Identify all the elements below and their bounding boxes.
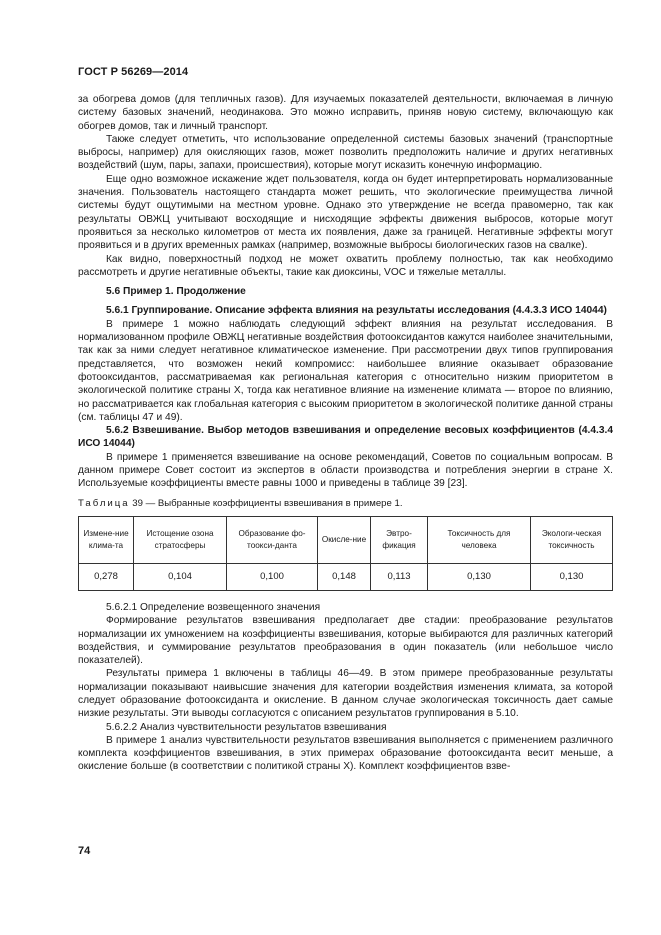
section-heading: 5.6.2.2 Анализ чувствительности результатов взвешивания — [106, 721, 387, 733]
section-heading: 5.6.2.1 Определение возвещенного значения — [106, 601, 321, 613]
table-cell: 0,130 — [428, 563, 531, 590]
table-cell: 0,113 — [371, 563, 428, 590]
table-header-cell: Эвтро-фикация — [371, 516, 428, 563]
document-body — [78, 93, 613, 774]
paragraph: В примере 1 анализ чувствительности результатов взвешивания выполняется с применением различного комплекта коэффициентов взвешивания, в этих примерах образование фотооксиданта весит меньше, а окисление больше (в соответствии с политикой страны Х). Комплект коэффициентов взве- — [78, 734, 613, 773]
table-header-cell: Экологи-ческая токсичность — [531, 516, 613, 563]
document-header: ГОСТ Р 56269—2014 — [78, 66, 189, 78]
section-heading: 5.6.1 Группирование. Описание эффекта влияния на результаты исследования (4.4.3.3 ИСО 14044) — [106, 305, 607, 317]
paragraph: В примере 1 применяется взвешивание на основе рекомендаций, Советов по социальным вопросам. В данном примере Совет состоит из экспертов в области производства и потребления энергии в стране Х. Используемые коэффициенты вместе равны 1000 и приведены в таблице 39 [23]. — [78, 451, 613, 490]
paragraph: Результаты примера 1 включены в таблицы 46—49. В этом примере преобразованные результаты нормализации показывают наивысшие значения для категории воздействия изменения климата, за которой следует образование фотооксиданта и окисление. В данном случае экологическая токсичность дает самые низкие результаты. Эти выводы согласуются с описанием результатов группирования в 5.10. — [78, 668, 613, 720]
table-cell: 0,130 — [531, 563, 613, 590]
table-header-cell: Токсичность для человека — [428, 516, 531, 563]
table-cell: 0,278 — [79, 563, 134, 590]
weighting-coefficients-table — [78, 516, 613, 591]
paragraph: Также следует отметить, что использование определенной системы базовых значений (транспортные выбросы, например) для окисляющих газов, может позволить предположить наличие и других негативных воздействий (шум, пары, запахи, происшествия), которые могут исказить конечную информацию. — [78, 133, 613, 172]
table-header-cell: Образование фо-тоокси-данта — [227, 516, 318, 563]
paragraph: В примере 1 можно наблюдать следующий эффект влияния на результат исследования. В нормализованном профиле ОВЖЦ негативные воздействия фотооксидантов кажутся наиболее значительными, так как за ними следует негативное климатическое изменение. При рассмотрении двух типов группирования представляется, что возможен некий компромисс: наибольшее влияние оказывает образование фотооксидантов, рассматриваемая как региональная категория с относительно низким приоритетом в экологической политике страны Х, тогда как негативное влияние на изменение климата — второе по влиянию, но рассматривается как глобальная категория с высоким приоритетом в экологической политике данной страны (см. таблицы 47 и 49). — [78, 318, 613, 423]
table-cell: 0,104 — [134, 563, 227, 590]
table-cell: 0,100 — [227, 563, 318, 590]
table-header-cell: Истощение озона стратосферы — [134, 516, 227, 563]
table-caption-word: Таблица — [78, 497, 130, 509]
page-number: 74 — [78, 845, 91, 857]
paragraph: Еще одно возможное искажение ждет пользователя, когда он будет интерпретировать нормализованные значения. Пользователь настоящего стандарта может решить, что экологические преимущества личной системы будут ощутимыми на местном уровне. Однако это утверждение не всегда правомерно, так как результаты ОВЖЦ учитывают восходящие и нисходящие эффекты движения выбросов, которые могут проявиться за несколько километров от места их появления, даже за границей. Негативные эффекты могут проявиться и в других временных рамках (например, возможные выбросы биологических газов на свалке). — [78, 173, 613, 252]
section-heading: 5.6 Пример 1. Продолжение — [106, 286, 246, 298]
paragraph: Как видно, поверхностный подход не может охватить проблему полностью, так как необходимо рассмотреть и другие негативные объекты, такие как диоксины, VOC и тяжелые металлы. — [78, 253, 613, 278]
paragraph: Формирование результатов взвешивания предполагает две стадии: преобразование результатов нормализации их умножением на коэффициенты взвешивания, которые выбираются для различных категорий воздействия, и суммирование результатов преобразования в один показатель (или небольшое число показателей). — [78, 615, 613, 667]
table-cell: 0,148 — [318, 563, 371, 590]
table-header-row — [79, 516, 613, 563]
table-caption-text: 39 — Выбранные коэффициенты взвешивания в примере 1. — [132, 497, 403, 509]
paragraph: за обогрева домов (для тепличных газов). Для изучаемых показателей деятельности, включаемая в личную систему базовых значений, неодинакова. Это можно исправить, приняв новую систему, включающую как обогрев домов, так и личный транспорт. — [78, 94, 613, 132]
table-header-cell: Измене-ние клима-та — [79, 516, 134, 563]
section-heading: 5.6.2 Взвешивание. Выбор методов взвешивания и определение весовых коэффициентов (4.4.3.4 ИСО 14044) — [78, 425, 613, 450]
table-caption — [78, 497, 613, 510]
table-header-cell: Окисле-ние — [318, 516, 371, 563]
table-row — [79, 563, 613, 590]
